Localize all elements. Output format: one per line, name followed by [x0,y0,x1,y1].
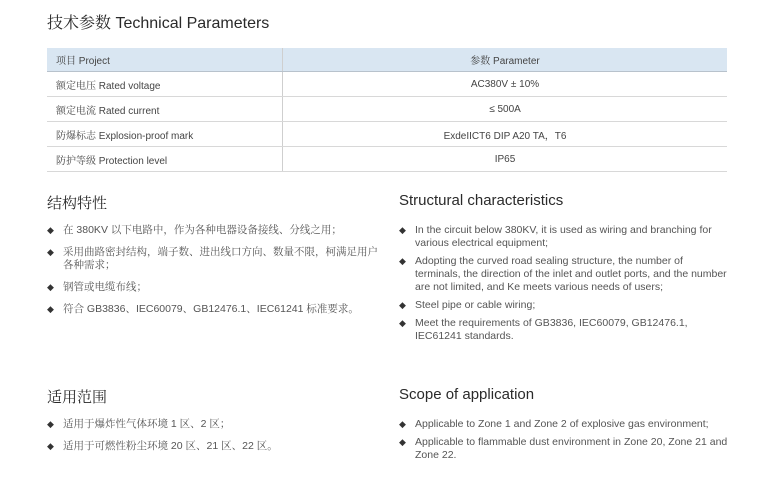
structural-en-heading: Structural characteristics [399,192,564,209]
list-item: ◆ Steel pipe or cable wiring; [399,299,729,312]
table-row [47,72,727,97]
row-value: ≤ 500A [283,97,728,122]
row-value: IP65 [283,147,728,172]
structural-zh-list [47,224,382,325]
row-project: 额定电压 Rated voltage [47,72,283,97]
list-item: ◆ 适用于可燃性粉尘环境 20 区、21 区、22 区。 [47,440,382,453]
table-row [47,122,727,147]
list-item: ◆ 采用曲路密封结构，端子数、进出线口方向、数量不限，柯满足用户各种需求； [47,246,382,272]
row-project: 防护等级 Protection level [47,147,283,172]
parameters-table [47,48,727,172]
scope-en-heading: Scope of application [399,386,535,403]
list-item: ◆ In the circuit below 380KV, it is used as wiring and branching for various electrical equipment; [399,224,729,250]
list-item: ◆ Applicable to Zone 1 and Zone 2 of explosive gas environment; [399,418,729,431]
list-item: ◆ 符合 GB3836、IEC60079、GB12476.1、IEC61241 标准要求。 [47,303,382,316]
scope-en-list [399,418,729,467]
header-project: 项目 Project [47,48,283,72]
list-item: ◆ Adopting the curved road sealing structure, the number of terminals, the direction of the inlet and outlet ports, and the number are not limited, and Ke meets various needs of users; [399,255,729,294]
row-project: 额定电流 Rated current [47,97,283,122]
table-row [47,97,727,122]
structural-en-list [399,224,729,348]
table-header-row [47,48,727,72]
table-row [47,147,727,172]
list-item: ◆ 适用于爆炸性气体环境 1 区、2 区； [47,418,382,431]
list-item: ◆ Meet the requirements of GB3836, IEC60079, GB12476.1, IEC61241 standards. [399,317,729,343]
list-item: ◆ 钢管或电缆布线； [47,281,382,294]
row-value: ExdeIICT6 DIP A20 TA，T6 [283,122,728,147]
scope-zh-heading: 适用范围 [47,389,108,406]
structural-zh-heading: 结构特性 [47,195,108,212]
list-item: ◆ Applicable to flammable dust environment in Zone 20, Zone 21 and Zone 22. [399,436,729,462]
scope-zh-list [47,418,382,462]
row-value: AC380V ± 10% [283,72,728,97]
list-item: ◆ 在 380KV 以下电路中，作为各种电器设备接线、分线之用； [47,224,382,237]
row-project: 防爆标志 Explosion-proof mark [47,122,283,147]
page-title: 技术参数 Technical Parameters [47,15,270,32]
header-parameter: 参数 Parameter [283,48,728,72]
